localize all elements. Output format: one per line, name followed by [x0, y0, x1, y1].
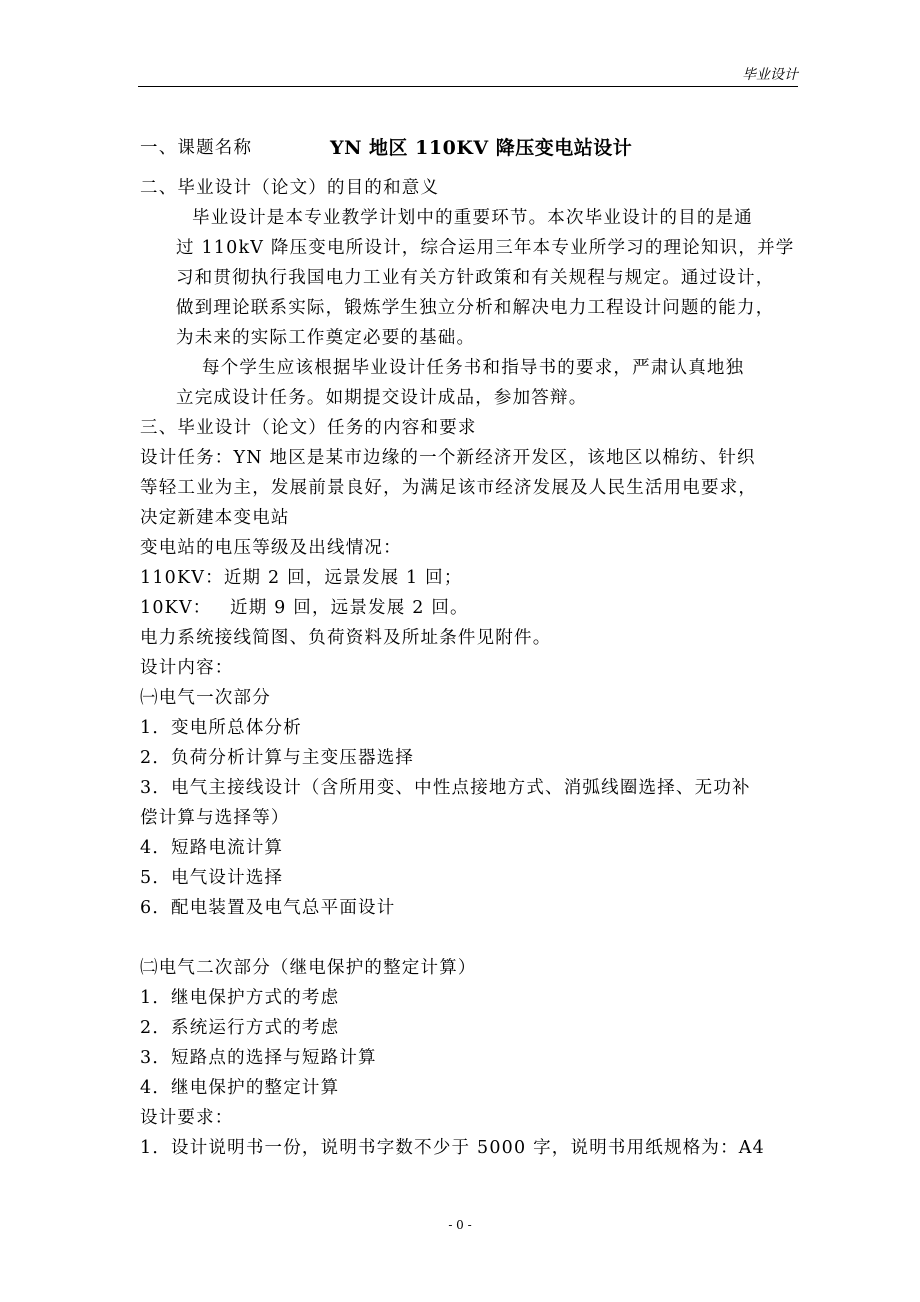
- task-line: 设计任务：YN 地区是某市边缘的一个新经济开发区，该地区以棉纺、针织: [140, 448, 756, 468]
- voltage-label: 110KV：: [140, 568, 224, 588]
- task-line: 等轻工业为主，发展前景良好，为满足该市经济发展及人民生活用电要求，: [140, 478, 758, 498]
- paragraph-line: 为未来的实际工作奠定必要的基础。: [176, 328, 476, 348]
- task-line: 决定新建本变电站: [140, 508, 290, 528]
- paragraph-line: 习和贯彻执行我国电力工业有关方针政策和有关规程与规定。通过设计，: [176, 268, 775, 288]
- paragraph-line: 过 110kV 降压变电所设计，综合运用三年本专业所学习的理论知识，并学: [176, 238, 795, 258]
- section3-heading: 三、毕业设计（论文）任务的内容和要求: [140, 418, 477, 438]
- list-item: 1．设计说明书一份，说明书字数不少于 5000 字，说明书用纸规格为：A4: [140, 1138, 765, 1158]
- requirements-heading: 设计要求：: [140, 1108, 234, 1128]
- appendix-note: 电力系统接线简图、负荷资料及所址条件见附件。: [140, 628, 552, 648]
- running-header: 毕业设计: [742, 67, 798, 83]
- part1-heading: ㈠电气一次部分: [140, 688, 271, 708]
- paragraph-line: 毕业设计是本专业教学计划中的重要环节。本次毕业设计的目的是通: [192, 208, 753, 228]
- paragraph-line: 立完成设计任务。如期提交设计成品，参加答辩。: [176, 388, 588, 408]
- list-item: 1．继电保护方式的考虑: [140, 988, 340, 1008]
- page-number: - 0 -: [448, 1218, 472, 1232]
- list-item: 5．电气设计选择: [140, 868, 284, 888]
- voltage-10kv: [140, 596, 469, 620]
- list-item: 3．电气主接线设计（含所用变、中性点接地方式、消弧线圈选择、无功补: [140, 778, 751, 798]
- voltage-heading: 变电站的电压等级及出线情况：: [140, 538, 402, 558]
- list-item: 2．系统运行方式的考虑: [140, 1018, 340, 1038]
- voltage-label: 10KV：: [140, 598, 212, 618]
- voltage-110kv: [140, 566, 463, 590]
- header-rule: [138, 86, 798, 87]
- paragraph-line: 每个学生应该根据毕业设计任务书和指导书的要求，严肃认真地独: [202, 358, 745, 378]
- list-item: 3．短路点的选择与短路计算: [140, 1048, 377, 1068]
- list-item: 2．负荷分析计算与主变压器选择: [140, 748, 415, 768]
- paragraph-line: 做到理论联系实际，锻炼学生独立分析和解决电力工程设计问题的能力，: [176, 298, 775, 318]
- list-item: 1．变电所总体分析: [140, 718, 302, 738]
- list-item: 6．配电装置及电气总平面设计: [140, 898, 396, 918]
- content-heading: 设计内容：: [140, 658, 234, 678]
- list-item: 4．短路电流计算: [140, 838, 284, 858]
- topic-row: [140, 136, 633, 160]
- list-item: 4．继电保护的整定计算: [140, 1078, 340, 1098]
- section2-heading: 二、毕业设计（论文）的目的和意义: [140, 178, 440, 198]
- list-item: 偿计算与选择等）: [140, 808, 290, 828]
- topic-title: YN 地区 110KV 降压变电站设计: [330, 137, 633, 159]
- part2-heading: ㈡电气二次部分（继电保护的整定计算）: [140, 958, 477, 978]
- topic-label: 一、课题名称: [140, 138, 253, 158]
- voltage-text: 近期 9 回，远景发展 2 回。: [230, 598, 469, 618]
- voltage-text: 近期 2 回，远景发展 1 回；: [223, 568, 463, 588]
